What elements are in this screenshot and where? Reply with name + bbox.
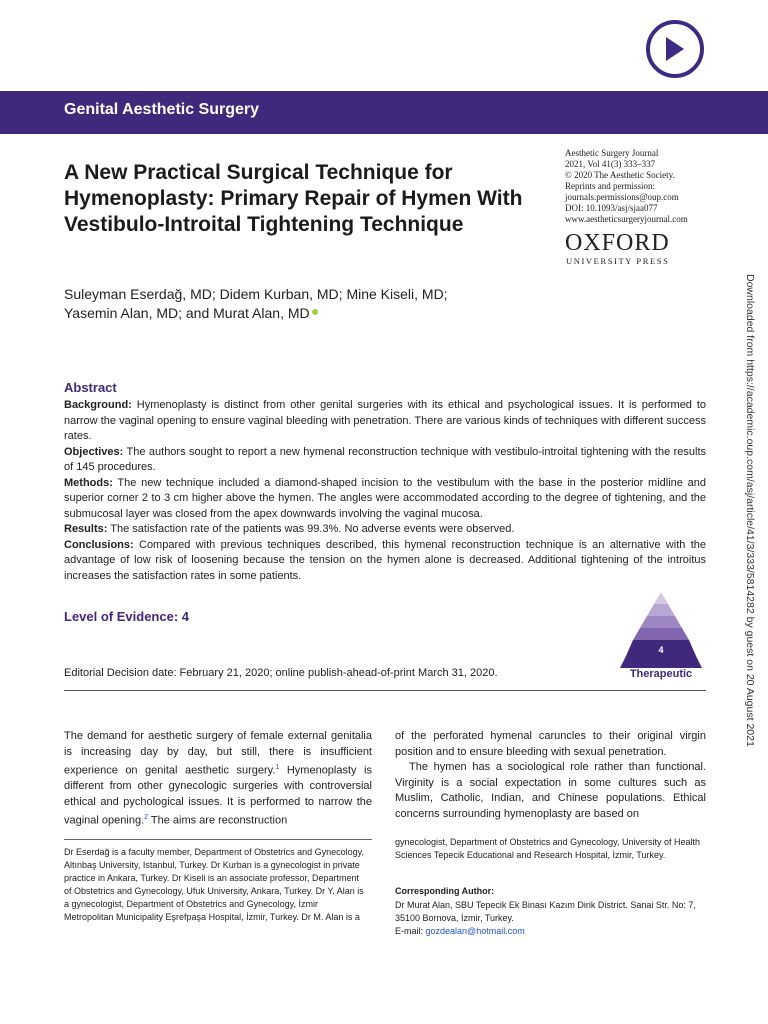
journal-permissions-email[interactable]: journals.permissions@oup.com — [565, 192, 679, 202]
body-paragraph: The hymen has a sociological role rather than functional. Virginity is a social expectation in some cultures such as Muslim, Catholic, Indian, and Chinese populations. Ethical concerns surrounding hymenoplasty are based on — [395, 761, 706, 820]
reference-link-2[interactable]: 2 — [144, 814, 149, 822]
divider — [64, 690, 706, 691]
email-link[interactable]: gozdealan@hotmail.com — [425, 926, 525, 936]
download-note — [744, 274, 756, 754]
journal-website[interactable]: www.aestheticsurgeryjournal.com — [565, 214, 688, 224]
journal-info — [565, 148, 745, 225]
pyramid-tier-4 — [633, 628, 689, 640]
author-line-2: Yasemin Alan, MD; and Murat Alan, MD — [64, 304, 544, 323]
pyramid-tier-2 — [647, 604, 675, 616]
abstract-objectives: Objectives: The authors sought to report a new hymenal reconstruction technique with vestibulo-introital tightening with the results of 145 procedures. — [64, 445, 706, 473]
pyramid-level: 4 — [658, 645, 664, 655]
evidence-pyramid-icon — [618, 592, 704, 670]
abstract-methods: Methods: The new technique included a diamond-shaped incision to the vestibulum with the base in the posterior midline and superior corner 2 to 3 cm higher above the hymen. The angles were accommodated according to the degree of tightening, and the submucosal layer was closed from the apex downwards involving the vaginal mucosa. — [64, 476, 706, 520]
reference-link-1[interactable]: 1 — [275, 764, 280, 771]
publisher-logo: OXFORD — [565, 230, 670, 256]
footnote-divider — [64, 839, 372, 840]
corresponding-author-heading: Corresponding Author: — [395, 886, 495, 896]
abstract-conclusions: Conclusions: Compared with previous techniques described, this hymenal reconstruction technique is an alternative with the advantage of low risk of loosening because the tension on the hymen alone is decreased. Additional tightening of the introitus increases the satisfaction rates in some patients. — [64, 538, 706, 582]
abstract-body — [64, 398, 706, 584]
article-title: A New Practical Surgical Technique for Hymenoplasty: Primary Repair of Hymen With Vestibulo-Introital Tightening Technique — [64, 161, 523, 236]
journal-copyright: © 2020 The Aesthetic Society. — [565, 170, 675, 180]
body-paragraph: The demand for aesthetic surgery of female external genitalia is increasing day by day, but still, there is insufficient experience on genital aesthetic surgery.$^1$ Hymenoplasty is different from other gynecologic surgeries with controversial ethical and pychological issues. It is performed to narrow the vaginal opening.$^2$ The aims are reconstruction — [64, 730, 372, 827]
journal-volume: 2021, Vol 41(3) 333–337 — [565, 159, 656, 169]
pyramid-base — [620, 656, 702, 668]
corresponding-address: Dr Murat Alan, SBU Tepecik Ek Binası Kazım Dirik District. Sanai Str. No: 7, 35100 Bornova, İzmir, Turkey. — [395, 900, 696, 923]
pyramid-tier-1 — [654, 592, 668, 604]
body-paragraph: of the perforated hymenal caruncles to their original virgin position and to ensure bleeding with sexual penetration. — [395, 730, 706, 758]
abstract-results: Results: The satisfaction rate of the patients was 99.3%. No adverse events were observed. — [64, 523, 515, 535]
section-label: Genital Aesthetic Surgery — [64, 101, 260, 118]
download-note-text: Downloaded from https://academic.oup.com/asj/article/41/3/333/5814282 by guest on 20 August 2021 — [744, 274, 756, 747]
play-icon — [664, 35, 686, 63]
editorial-dates: Editorial Decision date: February 21, 2020; online publish-ahead-of-print March 31, 2020. — [64, 667, 498, 679]
journal-name: Aesthetic Surgery Journal — [565, 148, 659, 158]
author-affiliations-continued: gynecologist, Department of Obstetrics and Gynecology, University of Health Sciences Tepecik Educational and Research Hospital, İzmir, Turkey. — [395, 837, 700, 860]
orcid-icon[interactable] — [312, 309, 318, 315]
pyramid-tier-3 — [640, 616, 682, 628]
abstract-background: Background: Hymenoplasty is distinct from other genital surgeries with its ethical and psychological issues. It is performed to narrow the vaginal opening to ensure vaginal bleeding with penetration. There are various kinds of techniques with different success rates. — [64, 399, 706, 442]
publisher-logo-sub: UNIVERSITY PRESS — [566, 256, 670, 266]
author-affiliations: Dr Eserdağ is a faculty member, Department of Obstetrics and Gynecology, Altınbaş University, Istanbul, Turkey. Dr Kurban is a gynecologist in private practice in Ankara, Turkey. Dr Kiseli is an associate professor, Department of Obstetrics and Gynecology, Ufuk University, Ankara, Turkey. Dr Y. Alan is a gynecologist, Department of Obstetrics and Gynecology, İzmir Metropolitan Municipality Eşrefpaşa Hospital, İzmir, Turkey. Dr M. Alan is a — [64, 847, 364, 922]
corresponding-email-line: E-mail: gozdealan@hotmail.com — [395, 926, 525, 936]
corresponding-author — [395, 899, 706, 938]
journal-reprints: Reprints and permission: — [565, 181, 655, 191]
abstract-heading: Abstract — [64, 380, 117, 395]
video-play-button[interactable] — [646, 20, 704, 78]
level-of-evidence: Level of Evidence: 4 — [64, 609, 189, 624]
author-list — [64, 285, 544, 323]
journal-doi[interactable]: DOI: 10.1093/asj/sjaa077 — [565, 203, 658, 213]
author-line-1: Suleyman Eserdağ, MD; Didem Kurban, MD; Mine Kiseli, MD; — [64, 286, 448, 302]
evidence-type-label: Therapeutic — [629, 668, 693, 680]
body-column-left — [64, 729, 372, 829]
body-column-right — [395, 729, 706, 822]
